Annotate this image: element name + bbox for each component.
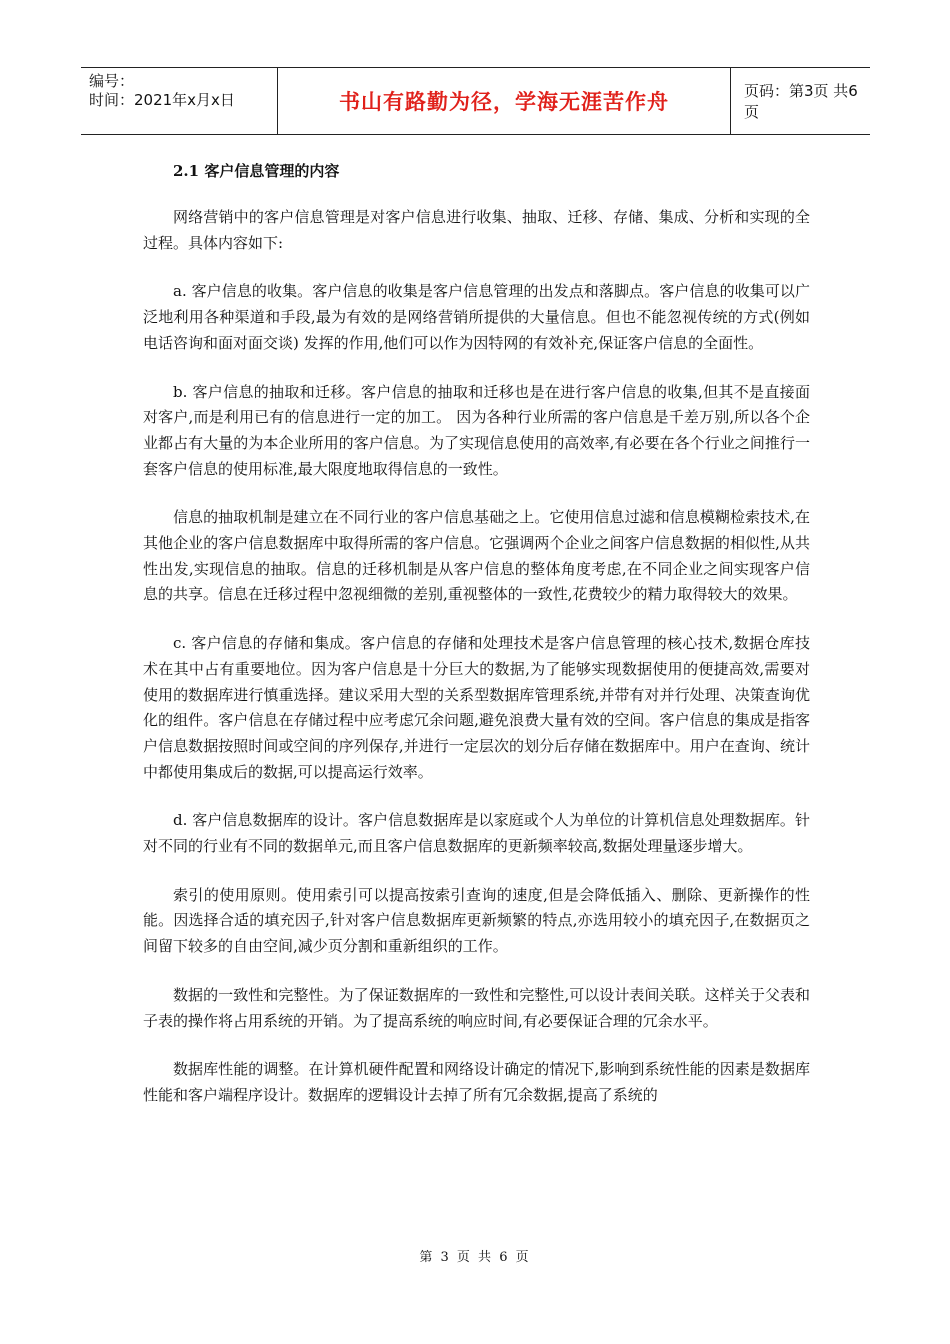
paragraph: c. 客户信息的存储和集成。客户信息的存储和处理技术是客户信息管理的核心技术,数据仓库技术在其中占有重要地位。因为客户信息是十分巨大的数据,为了能够实现数据使用的便捷高效,需要对使用的数据库进行慎重选择。建议采用大型的关系型数据库管理系统,并带有对并行处理、决策查询优化的组件。客户信息在存储过程中应考虑冗余问题,避免浪费大量有效的空间。客户信息的集成是指客户信息数据按照时间或空间的序列保存,并进行一定层次的划分后存储在数据库中。用户在查询、统计中都使用集成后的数据,可以提高运行效率。: [143, 634, 810, 781]
paragraph: 信息的抽取机制是建立在不同行业的客户信息基础之上。它使用信息过滤和信息模糊检索技术,在其他企业的客户信息数据库中取得所需的客户信息。它强调两个企业之间客户信息数据的相似性,从共性出发,实现信息的抽取。信息的迁移机制是从客户信息的整体角度考虑,在不同企业之间实现客户信息的共享。信息在迁移过程中忽视细微的差别,重视整体的一致性,花费较少的精力取得较大的效果。: [143, 508, 810, 604]
paragraph: d. 客户信息数据库的设计。客户信息数据库是以家庭或个人为单位的计算机信息处理数据库。针对不同的行业有不同的数据单元,而且客户信息数据库的更新频率较高,数据处理量逐步增大。: [143, 811, 810, 856]
paragraph: 数据的一致性和完整性。为了保证数据库的一致性和完整性,可以设计表间关联。这样关于父表和子表的操作将占用系统的开销。为了提高系统的响应时间,有必要保证合理的冗余水平。: [143, 985, 810, 1030]
page-footer: 第 3 页 共 6 页: [419, 1250, 531, 1265]
header-motto-cell: [278, 68, 731, 134]
header-page-info: 页码：第3页 共6页: [744, 82, 858, 121]
paragraph: 网络营销中的客户信息管理是对客户信息进行收集、抽取、迁移、存储、集成、分析和实现的全过程。具体内容如下:: [143, 208, 810, 252]
paragraph: b. 客户信息的抽取和迁移。客户信息的抽取和迁移也是在进行客户信息的收集,但其不是直接面对客户,而是利用已有的信息进行一定的加工。 因为各种行业所需的客户信息是千差万别,所以各个企业都占有大量的为本企业所用的客户信息。为了实现信息使用的高效率,有必要在各个行业之间推行一套客户信息的使用标准,最大限度地取得信息的一致性。: [143, 382, 810, 478]
document-body: [143, 160, 810, 1109]
document-time-label: 时间：2021年x月x日: [89, 91, 235, 109]
paragraph: 索引的使用原则。使用索引可以提高按索引查询的速度,但是会降低插入、删除、更新操作的性能。因选择合适的填充因子,针对客户信息数据库更新频繁的特点,亦选用较小的填充因子,在数据页之间留下较多的自由空间,减少页分割和重新组织的工作。: [143, 885, 810, 956]
section-title: 2.1 客户信息管理的内容: [173, 162, 340, 180]
header-meta: [81, 68, 278, 134]
paragraph: a. 客户信息的收集。客户信息的收集是客户信息管理的出发点和落脚点。客户信息的收集可以广泛地利用各种渠道和手段,最为有效的是网络营销所提供的大量信息。但也不能忽视传统的方式(例如电话咨询和面对面交谈) 发挥的作用,他们可以作为因特网的有效补充,保证客户信息的全面性。: [143, 282, 810, 352]
header-motto: 书山有路勤为径，学海无涯苦作舟: [339, 90, 669, 114]
page-header: [81, 67, 870, 135]
document-number-label: 编号：: [89, 72, 135, 90]
paragraph: 数据库性能的调整。在计算机硬件配置和网络设计确定的情况下,影响到系统性能的因素是数据库性能和客户端程序设计。数据库的逻辑设计去掉了所有冗余数据,提高了系统的: [143, 1060, 810, 1104]
